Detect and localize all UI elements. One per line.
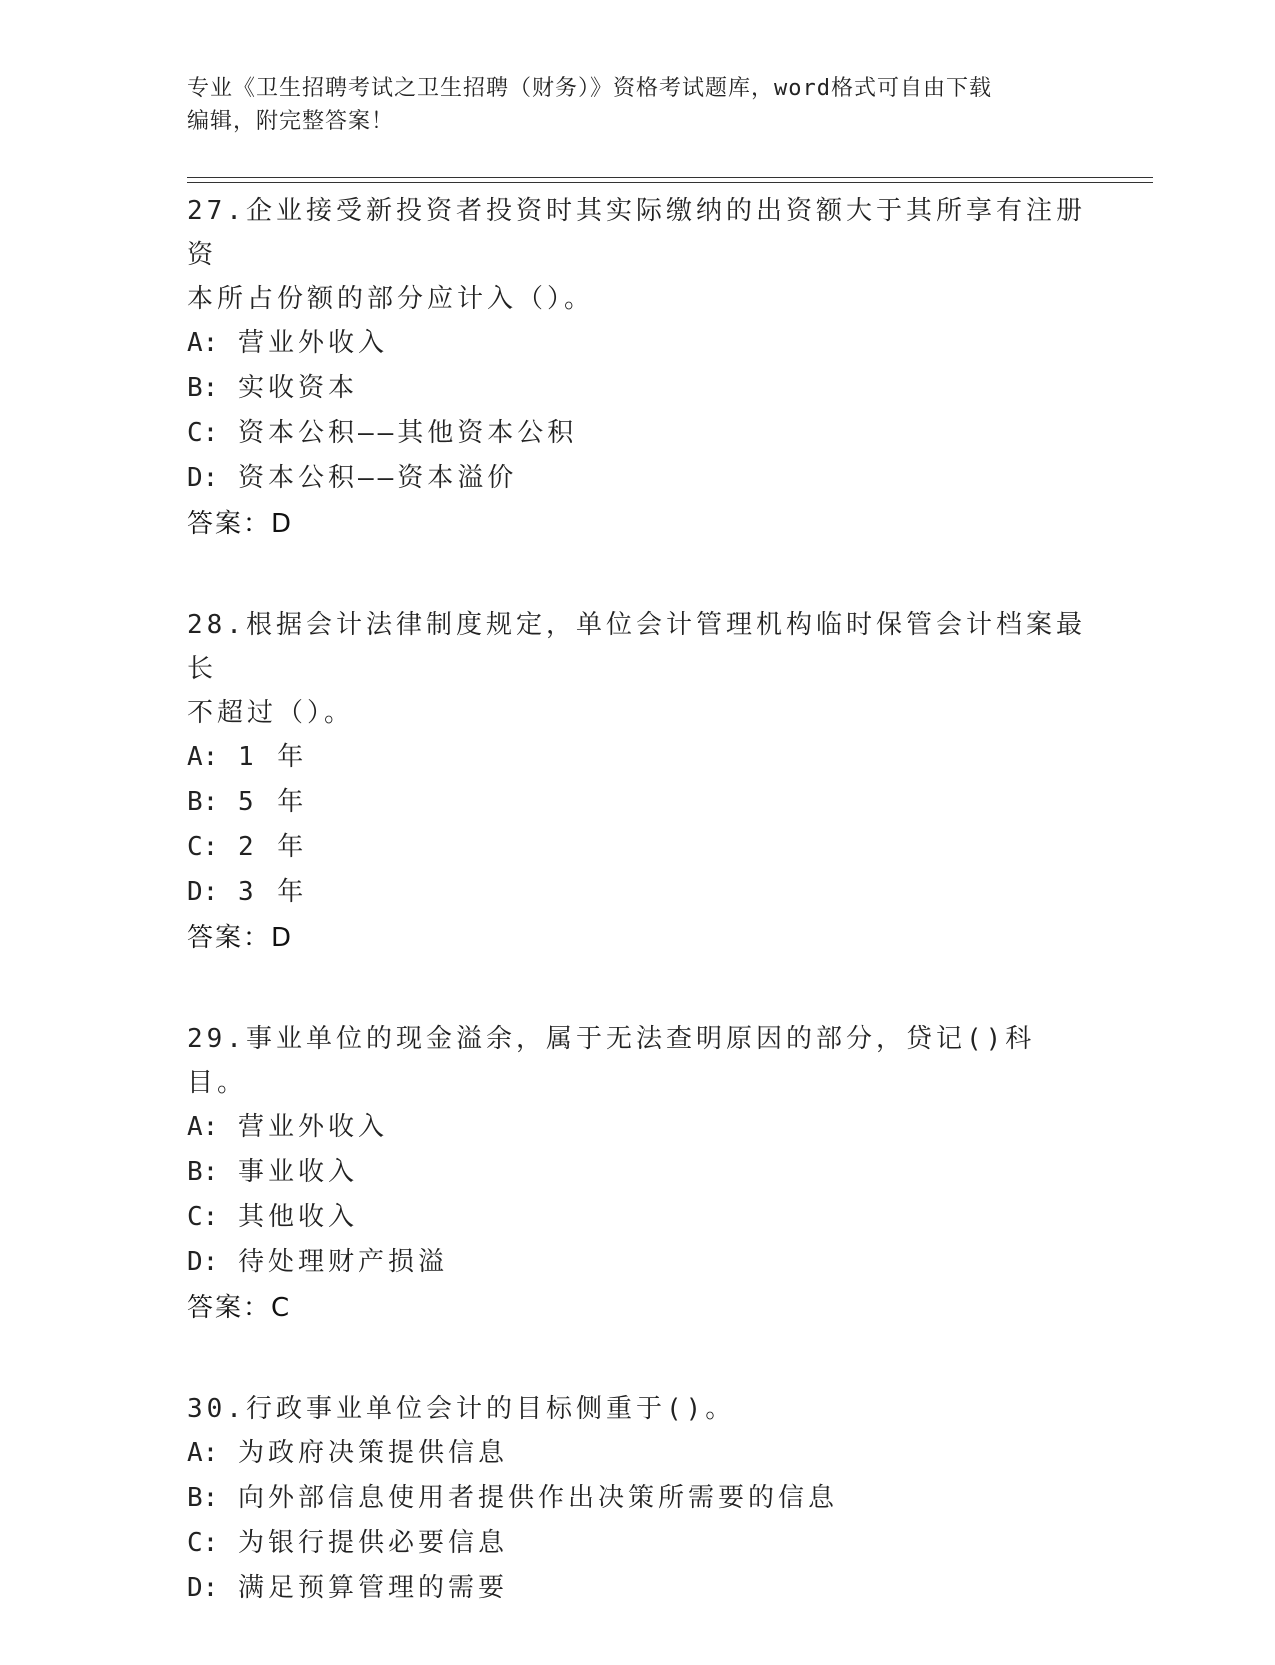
option-key: C: — [187, 1202, 219, 1232]
option-text: 3 年 — [237, 877, 308, 907]
option-text: 向外部信息使用者提供作出决策所需要的信息 — [237, 1483, 838, 1513]
option-d — [187, 1566, 1087, 1611]
option-key: D: — [187, 877, 219, 907]
option-key: C: — [187, 1528, 219, 1558]
question-30 — [187, 1385, 1087, 1611]
option-key: C: — [187, 418, 219, 448]
option-key: B: — [187, 1483, 219, 1513]
option-key: A: — [187, 742, 219, 772]
answer-line: 答案：C — [187, 1293, 292, 1323]
question-29 — [187, 1015, 1087, 1331]
option-c — [187, 411, 1087, 456]
question-stem — [187, 601, 1087, 735]
option-text: 待处理财产损溢 — [237, 1247, 448, 1277]
option-text: 为银行提供必要信息 — [237, 1528, 508, 1558]
document-header — [187, 72, 1087, 138]
option-key: A: — [187, 328, 219, 358]
question-stem — [187, 187, 1087, 321]
option-text: 1 年 — [237, 742, 308, 772]
option-d — [187, 456, 1087, 501]
option-a — [187, 1431, 1087, 1476]
question-stem-line-1: 29.事业单位的现金溢余，属于无法查明原因的部分，贷记()科目。 — [187, 1024, 1036, 1098]
option-text: 其他收入 — [237, 1202, 358, 1232]
option-b — [187, 1150, 1087, 1195]
header-divider-bottom — [187, 182, 1153, 183]
option-a — [187, 321, 1087, 366]
option-key: C: — [187, 832, 219, 862]
question-stem-line-1: 30.行政事业单位会计的目标侧重于()。 — [187, 1394, 736, 1424]
option-text: 满足预算管理的需要 — [237, 1573, 508, 1603]
option-text: 5 年 — [237, 787, 308, 817]
header-line-1: 专业《卫生招聘考试之卫生招聘（财务）》资格考试题库，word格式可自由下载 — [187, 76, 992, 101]
option-text: 事业收入 — [237, 1157, 358, 1187]
header-divider-top — [187, 177, 1153, 178]
option-text: 资本公积——其他资本公积 — [237, 418, 578, 448]
option-b — [187, 366, 1087, 411]
option-text: 为政府决策提供信息 — [237, 1438, 508, 1468]
option-text: 营业外收入 — [237, 1112, 388, 1142]
option-d — [187, 1240, 1087, 1285]
option-key: A: — [187, 1438, 219, 1468]
question-stem — [187, 1015, 1087, 1105]
option-key: B: — [187, 373, 219, 403]
option-key: B: — [187, 787, 219, 817]
question-stem-line-2: 本所占份额的部分应计入（）。 — [187, 284, 595, 314]
option-text: 资本公积——资本溢价 — [237, 463, 518, 493]
option-key: A: — [187, 1112, 219, 1142]
header-line-2: 编辑，附完整答案！ — [187, 109, 395, 134]
option-b — [187, 1476, 1087, 1521]
question-27 — [187, 187, 1087, 547]
option-a — [187, 735, 1087, 780]
option-key: B: — [187, 1157, 219, 1187]
question-28 — [187, 601, 1087, 961]
question-stem — [187, 1385, 1087, 1431]
question-stem-line-2: 不超过（）。 — [187, 698, 355, 728]
option-text: 2 年 — [237, 832, 308, 862]
option-c — [187, 1195, 1087, 1240]
question-stem-line-1: 27.企业接受新投资者投资时其实际缴纳的出资额大于其所享有注册资 — [187, 196, 1086, 270]
option-c — [187, 825, 1087, 870]
answer-line: 答案：D — [187, 509, 294, 539]
option-b — [187, 780, 1087, 825]
answer-line: 答案：D — [187, 923, 294, 953]
option-text: 营业外收入 — [237, 328, 388, 358]
option-key: D: — [187, 463, 219, 493]
option-key: D: — [187, 1573, 219, 1603]
question-stem-line-1: 28.根据会计法律制度规定，单位会计管理机构临时保管会计档案最长 — [187, 610, 1086, 684]
question-list — [187, 187, 1087, 1665]
option-text: 实收资本 — [237, 373, 358, 403]
option-a — [187, 1105, 1087, 1150]
option-d — [187, 870, 1087, 915]
option-c — [187, 1521, 1087, 1566]
option-key: D: — [187, 1247, 219, 1277]
